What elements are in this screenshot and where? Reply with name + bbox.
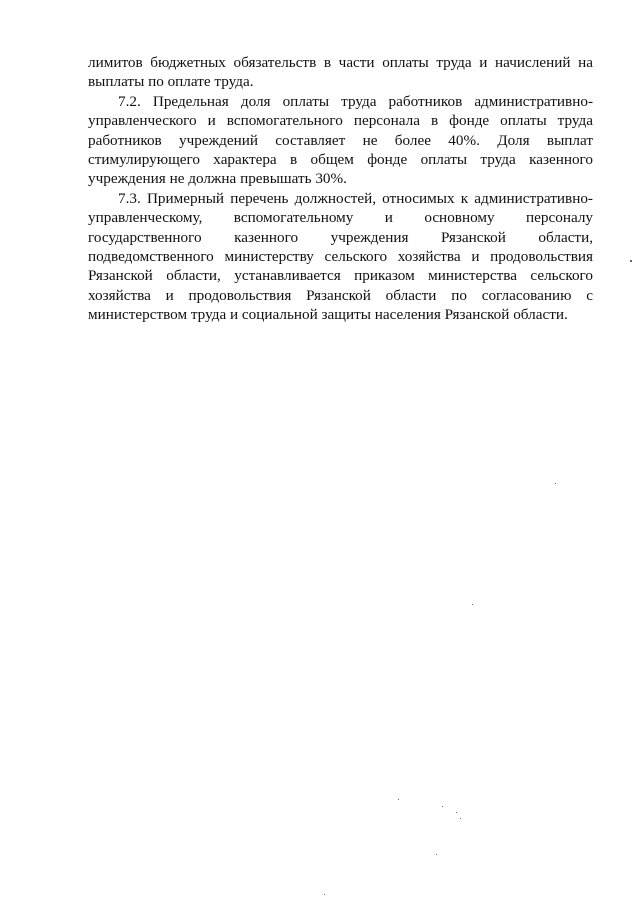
scan-speck (630, 260, 632, 262)
document-body (88, 53, 593, 325)
scan-speck (456, 812, 457, 813)
scan-speck (472, 604, 473, 605)
scan-speck (555, 483, 556, 484)
scan-speck (436, 854, 437, 855)
paragraph-7-3: 7.3. Примерный перечень должностей, относимых к административно-управленческому, вспомогательному и основному персоналу государственного казенного учреждения Рязанской области, подведомственного министерству сельского хозяйства и продовольствия Рязанской области, устанавливается приказом министерства сельского хозяйства и продовольствия Рязанской области по согласованию с министерством труда и социальной защиты населения Рязанской области. (88, 189, 593, 324)
scan-speck (324, 894, 325, 895)
paragraph-7-2: 7.2. Предельная доля оплаты труда работников административно-управленческого и вспомогательного персонала в фонде оплаты труда работников учреждений составляет не более 40%. Доля выплат стимулирующего характера в общем фонде оплаты труда казенного учреждения не должна превышать 30%. (88, 92, 593, 188)
scan-speck (460, 818, 461, 819)
paragraph-continuation: лимитов бюджетных обязательств в части оплаты труда и начислений на выплаты по оплате труда. (88, 54, 593, 91)
scan-speck (398, 799, 399, 800)
scan-speck (442, 806, 443, 807)
